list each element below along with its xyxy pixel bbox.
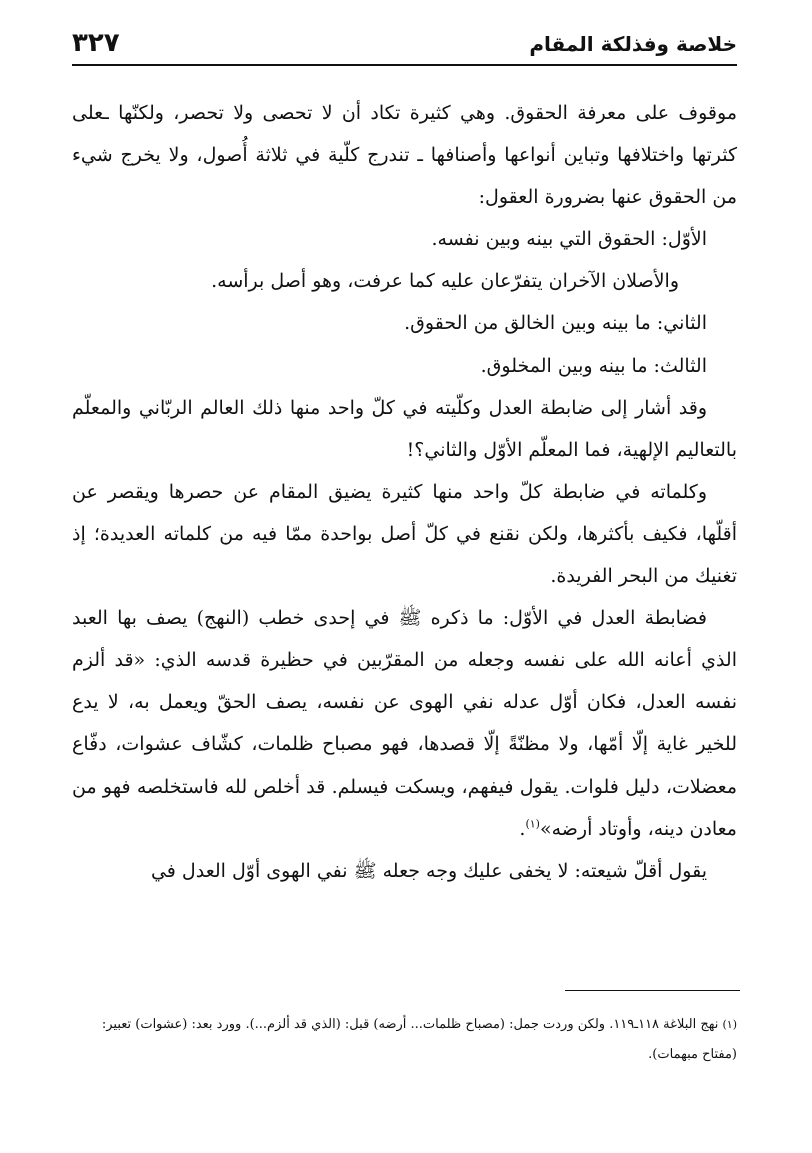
paragraph: موقوف على معرفة الحقوق. وهي كثيرة تكاد أن لا تحصى ولا تحصر، ولكنّها ـعلى كثرتها واختلافها وتباين أنواعها وأصنافها ـ تندرج كلّية في ثلاثة أُصول، ولا يخرج شيء من الحقوق عنها بضرورة العقول: [72,102,737,209]
paragraph: وقد أشار إلى ضابطة العدل وكلّيته في كلّ واحد منها ذلك العالم الربّاني والمعلّم بالتعاليم الإلهية، فما المعلّم الأوّل والثاني؟! [72,396,737,461]
page-number: ٣٢٧ [72,28,120,58]
footnote-reference[interactable]: (١) [525,817,540,831]
paragraph: والأصلان الآخران يتفرّعان عليه كما عرفت، وهو أصل برأسه. [211,270,679,293]
chapter-title: خلاصة وفذلكة المقام [529,32,737,56]
footnote-text: نهج البلاغة ١١٨ـ١١٩. ولكن وردت جمل: (مصباح ظلمات... أرضه) قبل: (الذي قد ألزم...). وورد بعد: (عشوات) تعبير: (مفتاح مبهمات). [101,1017,737,1062]
paragraph: فضابطة العدل في الأوّل: ما ذكره ﷺ في إحدى خطب (النهج) يصف بها العبد الذي أعانه الله على نفسه وجعله من المقرّبين في حظيرة قدسه الذي: «قد ألزم نفسه العدل، فكان أوّل عدله نفي الهوى عن نفسه، يصف الحقّ ويعمل به، لا يدع للخير غاية إلّا أمّها، ولا مظنّةً إلّا قصدها، فهو مصباح ظلمات، كشّاف عشوات، دفّاع معضلات، دليل فلوات. يقول فيفهم، ويسكت فيسلم. قد أخلص لله فاستخلصه فهو من معادن دينه، وأوتاد أرضه»$^{(١)}$. [72,607,737,840]
header-rule [72,64,737,66]
body-text [72,92,737,892]
footnote-number: (١) [722,1018,737,1031]
paragraph-text: فضابطة العدل في الأوّل: ما ذكره ﷺ في إحدى خطب (النهج) يصف بها العبد الذي أعانه الله على نفسه وجعله من المقرّبين في حظيرة قدسه الذي: «قد ألزم نفسه العدل، فكان أوّل عدله نفي الهوى عن نفسه، يصف الحقّ ويعمل به، لا يدع للخير غاية إلّا أمّها، ولا مظنّةً إلّا قصدها، فهو مصباح ظلمات، كشّاف عشوات، دفّاع معضلات، دليل فلوات. يقول فيفهم، ويسكت فيسلم. قد أخلص لله فاستخلصه فهو من معادن دينه، وأوتاد أرضه» [72,607,737,840]
paragraph: وكلماته في ضابطة كلّ واحد منها كثيرة يضيق المقام عن حصرها ويقصر عن أقلّها، فكيف بأكثرها، ولكن نقنع في كلّ أصل بواحدة ممّا فيه من كلماته العديدة؛ إذ تغنيك من البحر الفريدة. [72,480,737,588]
footnotes [72,1010,737,1070]
footnote-separator [565,990,740,991]
footnote [72,1010,737,1070]
running-header [72,28,737,62]
paragraph: الثاني: ما بينه وبين الخالق من الحقوق. [404,312,707,335]
paragraph: الأوّل: الحقوق التي بينه وبين نفسه. [431,228,707,251]
paragraph: الثالث: ما بينه وبين المخلوق. [480,354,707,377]
paragraph: يقول أقلّ شيعته: لا يخفى عليك وجه جعله ﷺ نفي الهوى أوّل العدل في [150,859,707,882]
